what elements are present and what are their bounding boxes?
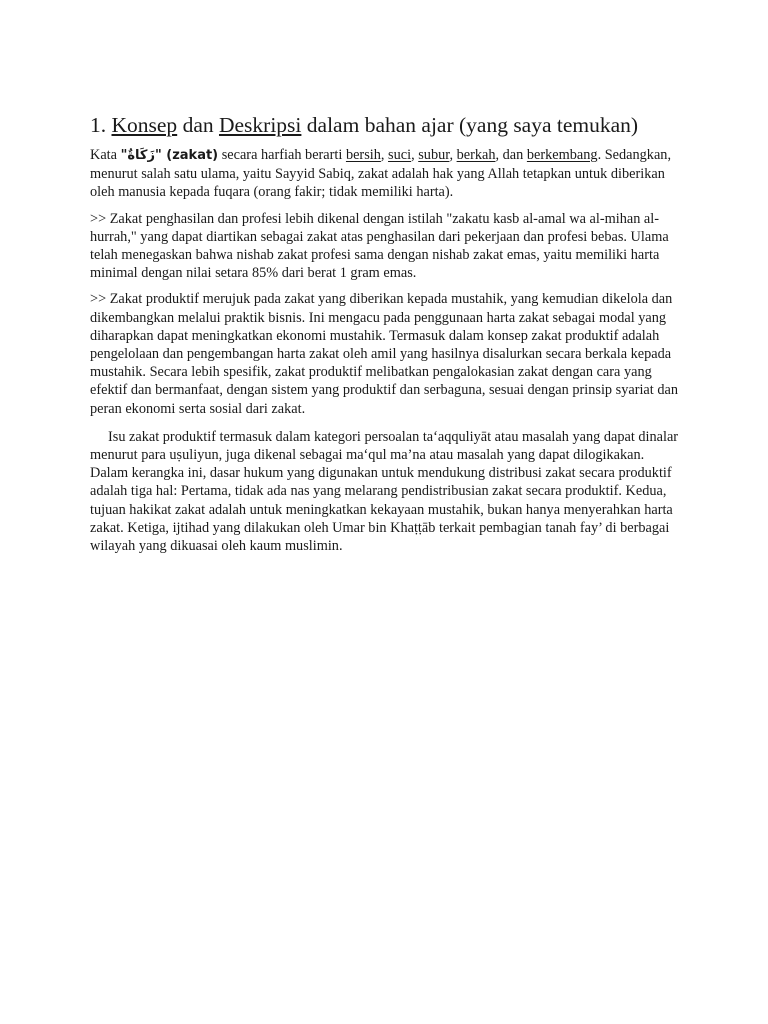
heading-conjunction: dan [182, 113, 214, 137]
p1-word-berkah: berkah [456, 147, 496, 163]
paragraph-isu-zakat-produktif: Isu zakat produktif termasuk dalam kategori persoalan ta‘aqquliyāt atau masalah yang dapat dinalar menurut para uṣuliyun, juga dikenal sebagai ma‘qul ma’na atau masalah yang dapat dilogikakan. Dalam kerangka ini, dasar hukum yang digunakan untuk mendukung distribusi zakat secara produktif adalah tiga hal: Pertama, tidak ada nas yang melarang pendistribusian zakat secara produktif. Kedua, tujuan hakikat zakat adalah untuk meningkatkan kekayaan mustahik, bukan hanya menyerahkan harta zakat. Ketiga, ijtihad yang dilakukan oleh Umar bin Khaṭṭāb terkait pembagian tanah fay’ di berbagai wilayah yang dikuasai oleh kaum muslimin. [90, 428, 679, 555]
heading-rest: dalam bahan ajar (yang saya temukan) [306, 113, 639, 137]
paragraph-zakat-produktif: >> Zakat produktif merujuk pada zakat yang diberikan kepada mustahik, yang kemudian dikelola dan dikembangkan melalui praktik bisnis. Ini mengacu pada penggunaan harta zakat sebagai modal yang diharapkan dapat meningkatkan ekonomi mustahik. Termasuk dalam konsep zakat produktif adalah pengelolaan dan pengembangan harta zakat oleh amil yang hasilnya disalurkan secara berkala kepada mustahik. Secara lebih spesifik, zakat produktif melibatkan pengalokasian zakat dengan cara yang efektif dan bermanfaat, dengan sistem yang produktif dan serbaguna, sesuai dengan prinsip syariat dan peran ekonomi serta sosial dari zakat. [90, 291, 678, 417]
heading-word-deskripsi: Deskripsi [218, 113, 302, 137]
heading-number: 1. [90, 113, 107, 137]
p1-word-suci: suci [388, 147, 412, 163]
p1-text: secara harfiah berarti [221, 147, 343, 163]
p1-word-bersih: bersih [345, 147, 381, 163]
p1-term: "زَكَاةٌ" (zakat) [120, 148, 219, 163]
p1-kata: Kata [90, 147, 117, 163]
paragraph-definition: Kata "زَكَاةٌ" (zakat) secara harfiah berarti bersih, suci, subur, berkah, dan berkembang. Sedangkan, menurut salah satu ulama, yaitu Sayyid Sabiq, zakat adalah hak yang Allah tetapkan untuk diberikan oleh manusia kepada fuqara (orang fakir; tidak memiliki harta). [90, 147, 672, 201]
p1-word-subur: subur [418, 147, 450, 163]
p1-word-berkembang: berkembang [526, 147, 598, 163]
heading-word-konsep: Konsep [111, 113, 178, 137]
p1-rest: Sedangkan, menurut salah satu ulama, yaitu Sayyid Sabiq, zakat adalah hak yang Allah tetapkan untuk diberikan oleh manusia kepada fuqara (orang fakir; tidak memiliki harta). [90, 147, 672, 201]
section-heading [90, 110, 680, 140]
p1-dan: dan [502, 147, 524, 163]
document-page [90, 110, 680, 563]
paragraph-zakat-penghasilan: >> Zakat penghasilan dan profesi lebih dikenal dengan istilah "zakatu kasb al-amal wa al-mihan al-hurrah," yang dapat diartikan sebagai zakat atas penghasilan dari pekerjaan dan profesi bebas. Ulama telah menegaskan bahwa nishab zakat profesi sama dengan nishab zakat emas, yaitu memiliki harta minimal dengan nilai setara 85% dari berat 1 gram emas. [90, 210, 669, 282]
